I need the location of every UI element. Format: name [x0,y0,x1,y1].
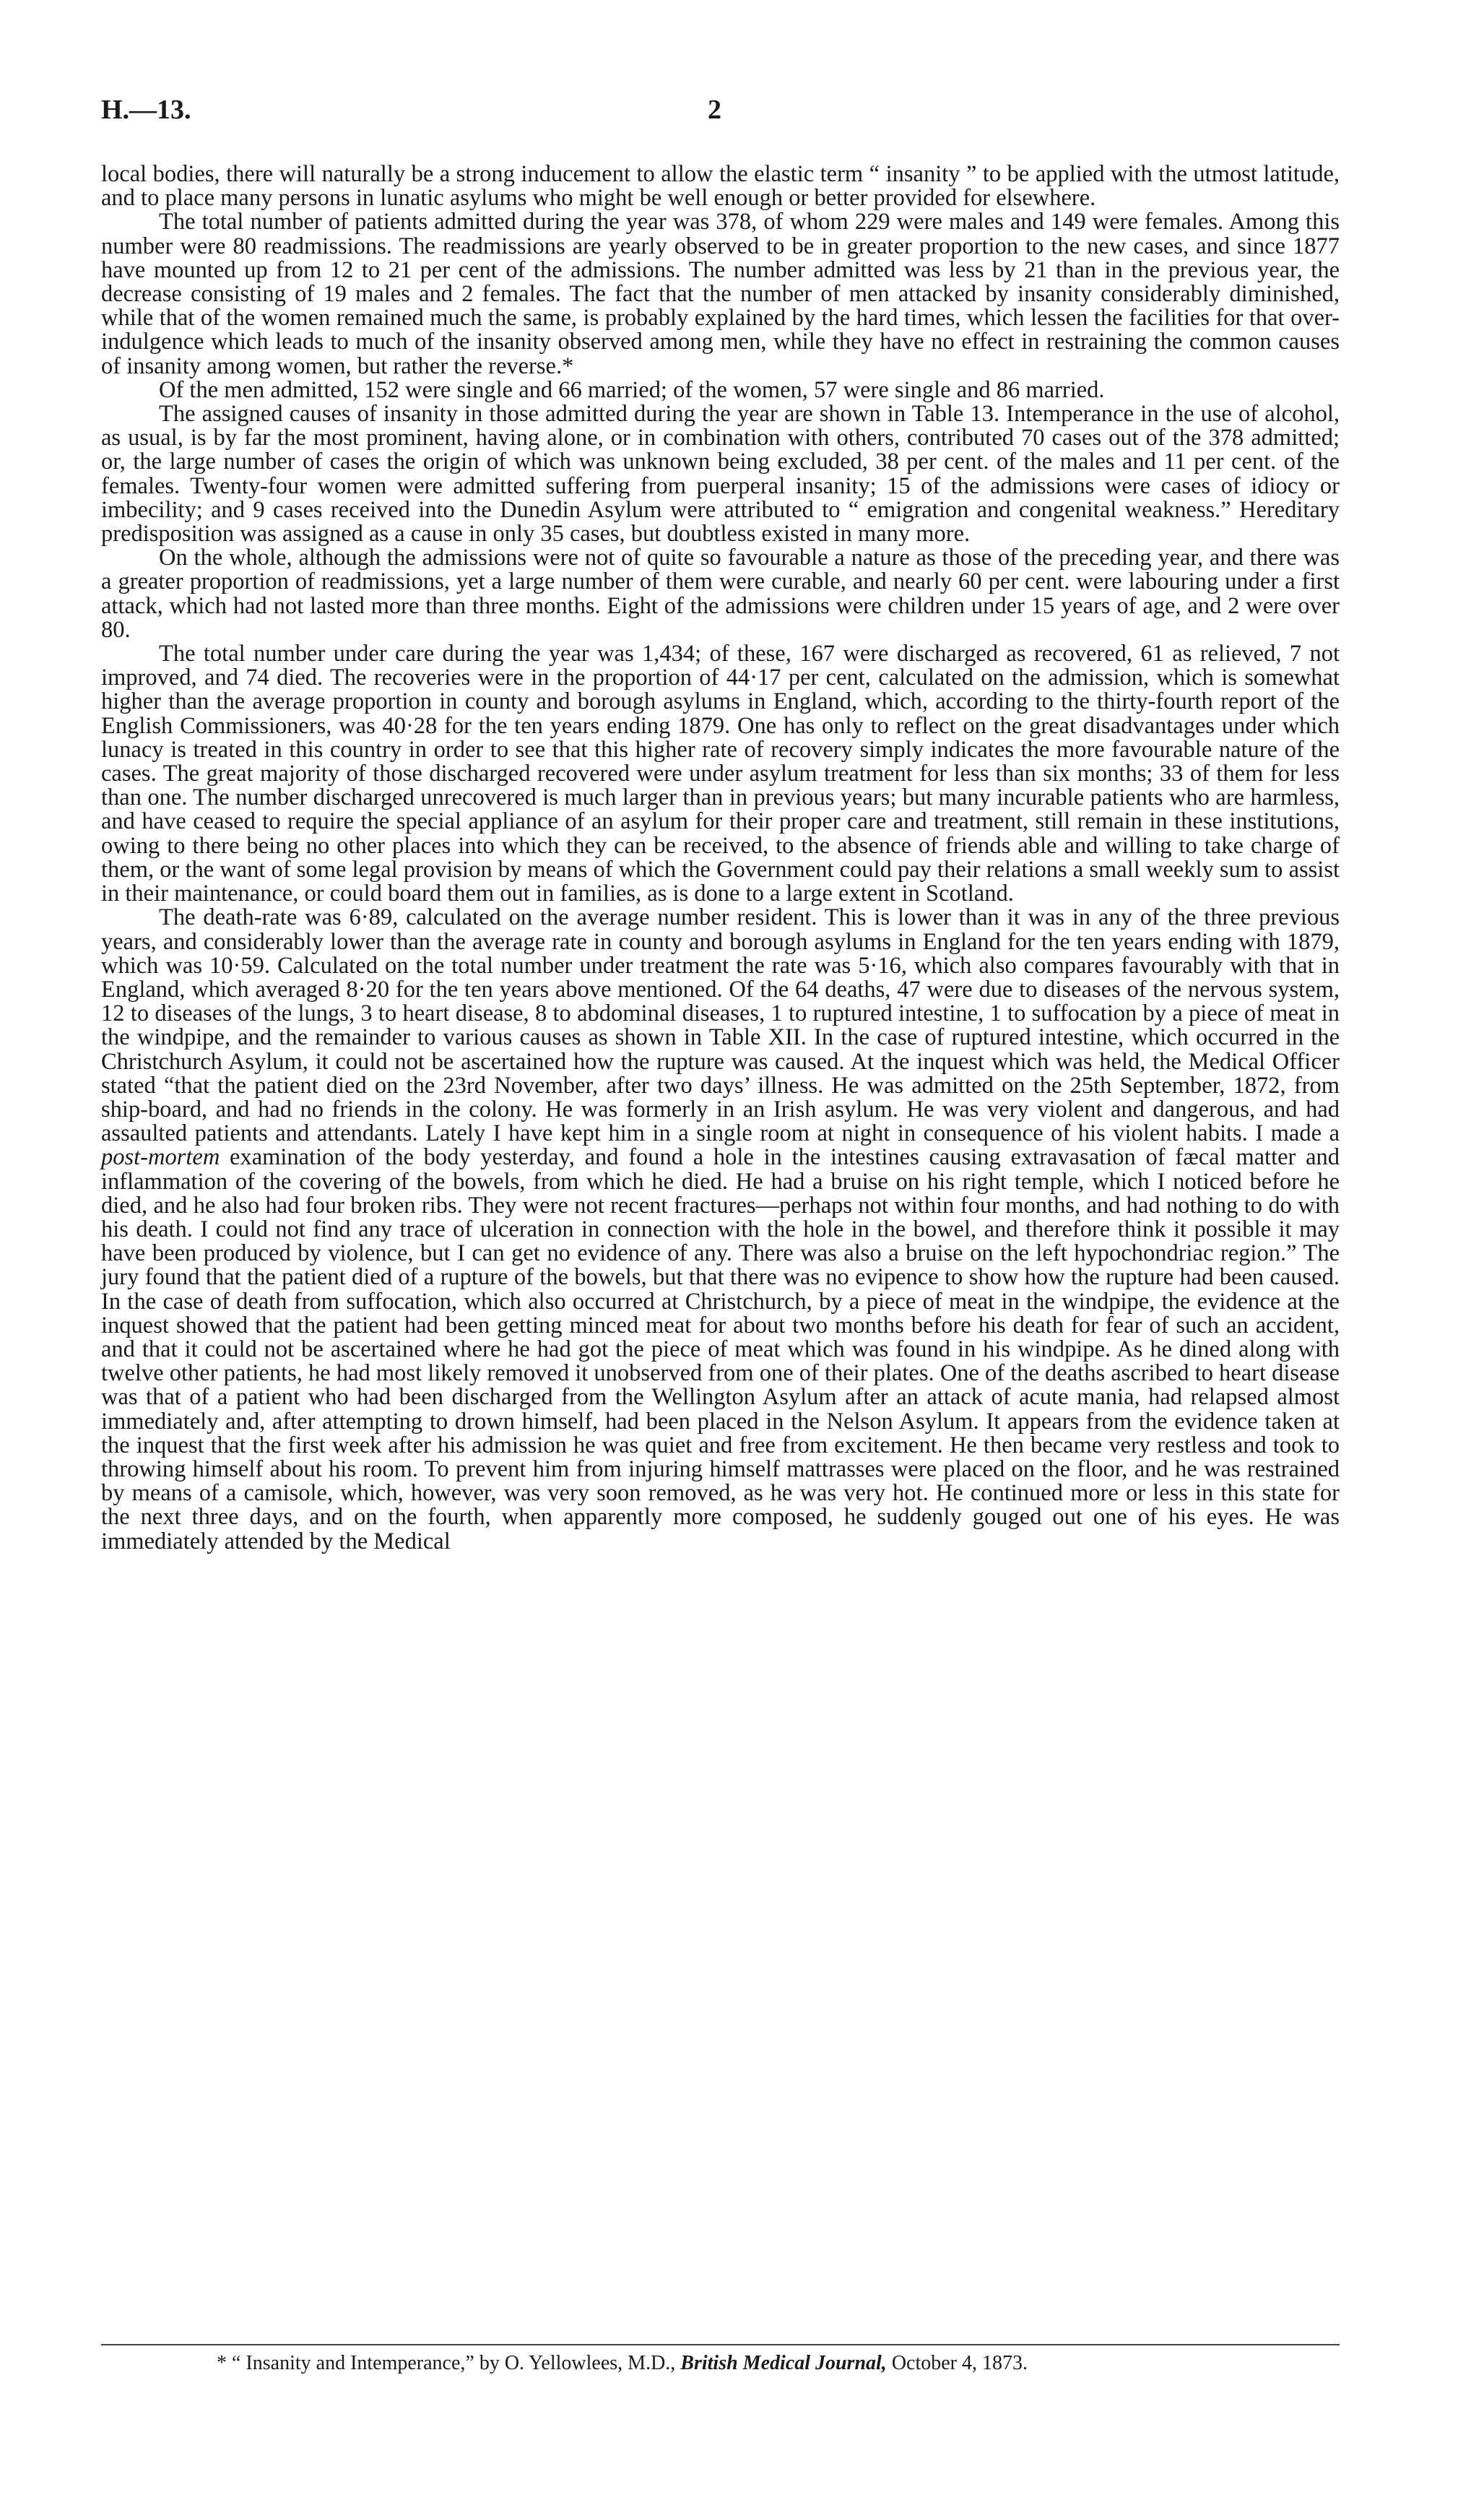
paragraph-death-rate [101,906,1340,1553]
paragraph-recoveries: The total number under care during the year was 1,434; of these, 167 were discharged as recovered, 61 as relieved, 7 not improved, and 74 died. The recoveries were in the proportion of 44·17 per cent, calculated on the admission, which is somewhat higher than the average proportion in county and borough asylums in England, which, according to the thirty-fourth report of the English Commissioners, was 40·28 for the ten years ending 1879. One has only to reflect on the great disadvantages under which lunacy is treated in this country in order to see that this higher rate of recovery simply indicates the more favourable nature of the cases. The great majority of those discharged recovered were under asylum treatment for less than six months; 33 of them for less than one. The number discharged unrecovered is much larger than in previous years; but many incurable patients who are harmless, and have ceased to require the special appliance of an asylum for their proper care and treatment, still remain in these institutions, owing to there being no other places into which they can be received, to the absence of friends able and willing to take charge of them, or the want of some legal provision by means of which the Government could pay their relations a small weekly sum to assist in their maintenance, or could board them out in families, as is done to a large extent in Scotland. [101,641,1340,907]
footnote-prefix: * “ Insanity and Intemperance,” by O. Yellowlees, M.D., [217,2352,676,2374]
paragraph-continuation: local bodies, there will naturally be a strong inducement to allow the elastic term “ insanity ” to be applied with the utmost latitude, and to place many persons in lunatic asylums who might be well enough or better provided for elsewhere. [101,161,1340,212]
italic-term: post-mortem [101,1144,220,1171]
document-reference: H.—13. [101,95,191,125]
paragraph-admissions: The total number of patients admitted during the year was 378, of whom 229 were males and 149 were females. Among this number were 80 readmissions. The readmissions are yearly observed to be in greater proportion to the new cases, and since 1877 have mounted up from 12 to 21 per cent of the admissions. The number admitted was less by 21 than in the previous year, the decrease consisting of 19 males and 2 females. The fact that the number of men attacked by insanity considerably diminished, while that of the women remained much the same, is probably explained by the hard times, which lessen the facilities for that over-indulgence which leads to much of the insanity observed among men, while they have no effect in restraining the common causes of insanity among women, but rather the reverse.* [101,209,1340,379]
footnote-journal: British Medical Journal, [680,2352,887,2374]
page-number: 2 [708,95,721,125]
death-text-part-2: examination of the body yesterday, and found a hole in the intestines causing extravasation of fæcal matter and inflammation of the covering of the bowels, from which he died. He had a bruise on his right temple, which I noticed before he died, and he also had four broken ribs. They were not recent fractures—perhaps not within four months, and had nothing to do with his death. I could not find any trace of ulceration in connection with the hole in the bowel, and therefore think it possible it may have been produced by violence, but I can get no evidence of any. There was also a bruise on the left hypochondriac region.” The jury found that the patient died of a rupture of the bowels, but that there was no evipence to show how the rupture had been caused. In the case of death from suffocation, which also occurred at Christchurch, by a piece of meat in the windpipe, the evidence at the inquest showed that the patient had been getting minced meat for about two months before his death for fear of such an accident, and that it could not be ascertained where he had got the piece of meat which was found in his windpipe. As he dined along with twelve other patients, he had most likely removed it unobserved from one of their plates. One of the deaths ascribed to heart disease was that of a patient who had been discharged from the Wellington Asylum after an attack of acute mania, had relapsed almost immediately and, after attempting to drown himself, had been placed in the Nelson Asylum. It appears from the evidence taken at the inquest that the first week after his admission he was quiet and free from excitement. He then became very restless and took to throwing himself about his room. To prevent him from injuring himself mattrasses were placed on the floor, and he was restrained by means of a camisole, which, however, was very soon removed, as he was very hot. He continued more or less in this state for the next three days, and on the fourth, when apparently more composed, he suddenly gouged out one of his eyes. He was immediately attended by the Medical [101,1144,1340,1554]
footnote-divider [101,2344,1340,2345]
footnote-suffix: October 4, 1873. [891,2352,1028,2374]
paragraph-admission-nature: On the whole, although the admissions were not of quite so favourable a nature as those of the preceding year, and there was a greater proportion of readmissions, yet a large number of them were curable, and nearly 60 per cent. were labouring under a first attack, which had not lasted more than three months. Eight of the admissions were children under 15 years of age, and 2 were over 80. [101,545,1340,643]
page-header [101,94,1336,137]
footnote [217,2352,1343,2375]
paragraph-causes: The assigned causes of insanity in those admitted during the year are shown in Table 13. Intemperance in the use of alcohol, as usual, is by far the most prominent, having alone, or in combination with others, contributed 70 cases out of the 378 admitted; or, the large number of cases the origin of which was unknown being excluded, 38 per cent. of the males and 11 per cent. of the females. Twenty-four women were admitted suffering from puerperal insanity; 15 of the admissions were cases of idiocy or imbecility; and 9 cases received into the Dunedin Asylum were attributed to “ emigration and congenital weakness.” Hereditary predisposition was assigned as a cause in only 35 cases, but doubtless existed in many more. [101,401,1340,548]
death-text-part-1: The death-rate was 6·89, calculated on the average number resident. This is lower than it was in any of the three previous years, and considerably lower than the average rate in county and borough asylums in England for the ten years ending with 1879, which was 10·59. Calculated on the total number under treatment the rate was 5·16, which also compares favourably with that in England, which averaged 8·20 for the ten years above mentioned. Of the 64 deaths, 47 were due to diseases of the nervous system, 12 to diseases of the lungs, 3 to heart disease, 8 to abdominal diseases, 1 to ruptured intestine, 1 to suffocation by a piece of meat in the windpipe, and the remainder to various causes as shown in Table XII. In the case of ruptured intestine, which occurred in the Christchurch Asylum, it could not be ascertained how the rupture was caused. At the inquest which was held, the Medical Officer stated “that the patient died on the 23rd November, after two days’ illness. He was admitted on the 25th September, 1872, from ship-board, and had no friends in the colony. He was formerly in an Irish asylum. He was very violent and dangerous, and had assaulted patients and attendants. Lately I have kept him in a single room at night in consequence of his violent habits. I made a [101,904,1340,1147]
paragraph-marital-status: Of the men admitted, 152 were single and 66 married; of the women, 57 were single and 86 married. [159,376,1105,403]
body-text [101,163,1340,1554]
